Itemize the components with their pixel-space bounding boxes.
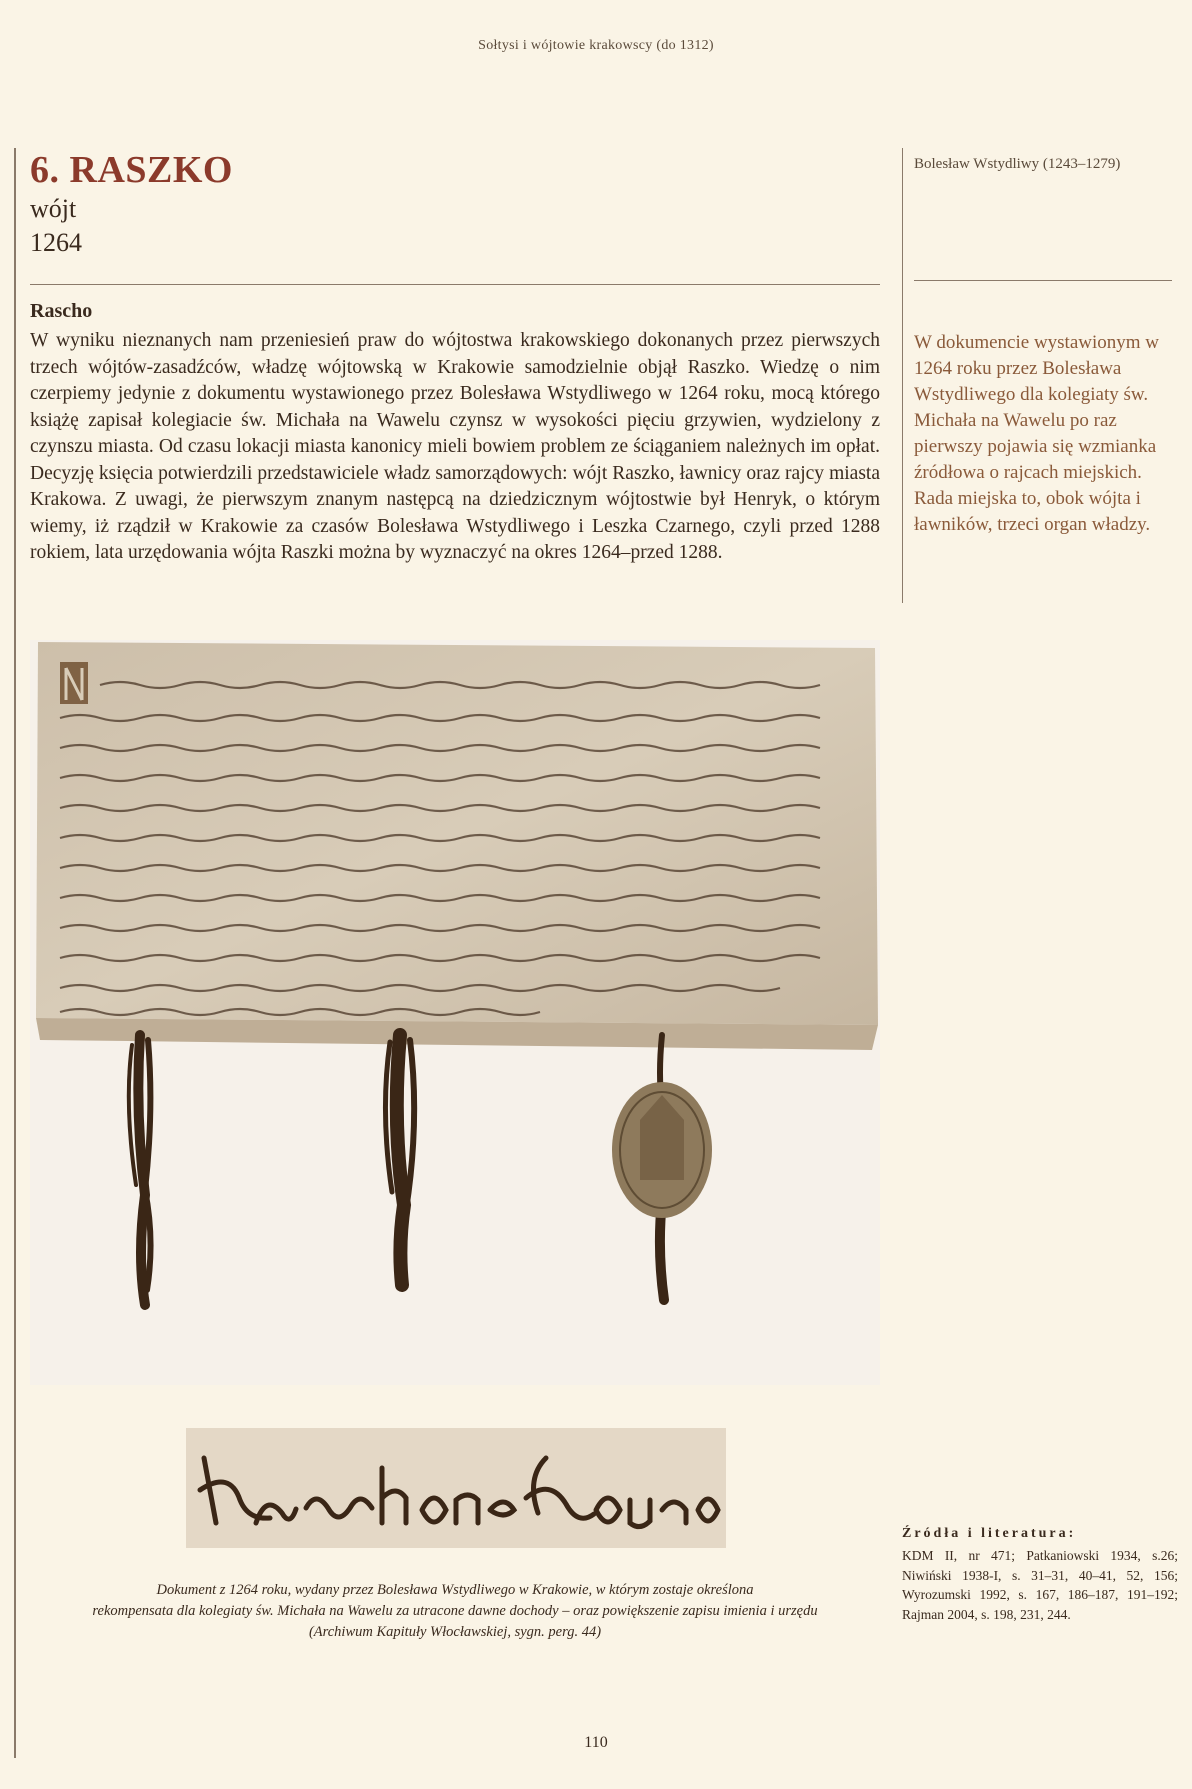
entry-alias: Rascho [30,300,93,322]
caption-line: Dokument z 1264 roku, wydany przez Bolesława Wstydliwego w Krakowie, w którym zostaje określona [156,1582,754,1598]
sidebar-divider [914,280,1172,281]
charter-image [30,640,880,1385]
sources-list: KDM II, nr 471; Patkaniowski 1934, s.26; Niwiński 1938-I, s. 31–31, 40–41, 52, 156; Wyrozumski 1992, s. 167, 186–187, 191–192; Rajman 2004, s. 198, 231, 244. [902,1548,1178,1622]
page-number: 110 [584,1734,608,1751]
entry-years: 1264 [30,228,82,257]
main-paragraph: W wyniku nieznanych nam przeniesień praw do wójtostwa krakowskiego dokonanych przez pierwszych trzech wójtów-zasadźców, władzę wójtowską w Krakowie samodzielnie objął Raszko. Wiedzę o nim czerpiemy jedynie z dokumentu wystawionego przez Bolesława Wstydliwego w 1264 roku, mocą którego książę zapisał kolegiacie św. Michała na Wawelu czynsz w wysokości pięciu grzywien, wydzielony z czynszu miasta. Od czasu lokacji miasta kanonicy mieli bowiem problem ze ściąganiem należnych im opłat. Decyzję księcia potwierdzili przedstawiciele władz samorządowych: wójt Raszko, ławnicy oraz rajcy miasta Krakowa. Z uwagi, że pierwszym znanym następcą na dziedzicznym wójtostwie był Henryk, o którym wiemy, iż rządził w Krakowie za czasów Bolesława Wstydliwego i Leszka Czarnego, czyli przed 1288 rokiem, lata urzędowania wójta Raszki można by wyznaczyć na okres 1264–przed 1288. [30,330,880,563]
signature-enlargement [186,1428,726,1548]
charter-photograph [30,640,880,1385]
parchment [36,642,878,1025]
sources-heading: Źródła i literatura: [902,1526,1077,1541]
left-margin-rule [14,148,16,1758]
main-text [30,328,880,567]
entry-heading [30,148,233,260]
entry-title: 6. RASZKO [30,149,233,191]
caption-line: rekompensata dla kolegiaty św. Michała na Wawelu za utracone dawne dochody – oraz powiększenie zapisu imienia i urzędu [92,1603,818,1619]
caption-archive-reference: (Archiwum Kapituły Włocławskiej, sygn. perg. 44) [308,1624,602,1640]
signature-image [186,1428,726,1548]
seal-cords [129,1035,664,1305]
sidenote: W dokumencie wystawionym w 1264 roku przez Bolesława Wstydliwego dla kolegiaty św. Michała na Wawelu po raz pierwszy pojawia się wzmianka źródłowa o rajcach miejskich. Rada miejska to, obok wójta i ławników, trzeci organ władzy. [914,332,1160,535]
initial-letter [60,662,88,704]
entry-office: wójt [30,194,77,223]
wax-seal [612,1082,712,1218]
figure-caption [30,1580,880,1643]
ruler-name: Bolesław Wstydliwy (1243–1279) [914,156,1121,172]
column-divider [902,148,903,603]
running-header: Sołtysi i wójtowie krakowscy (do 1312) [478,38,714,53]
heading-divider [30,284,880,285]
